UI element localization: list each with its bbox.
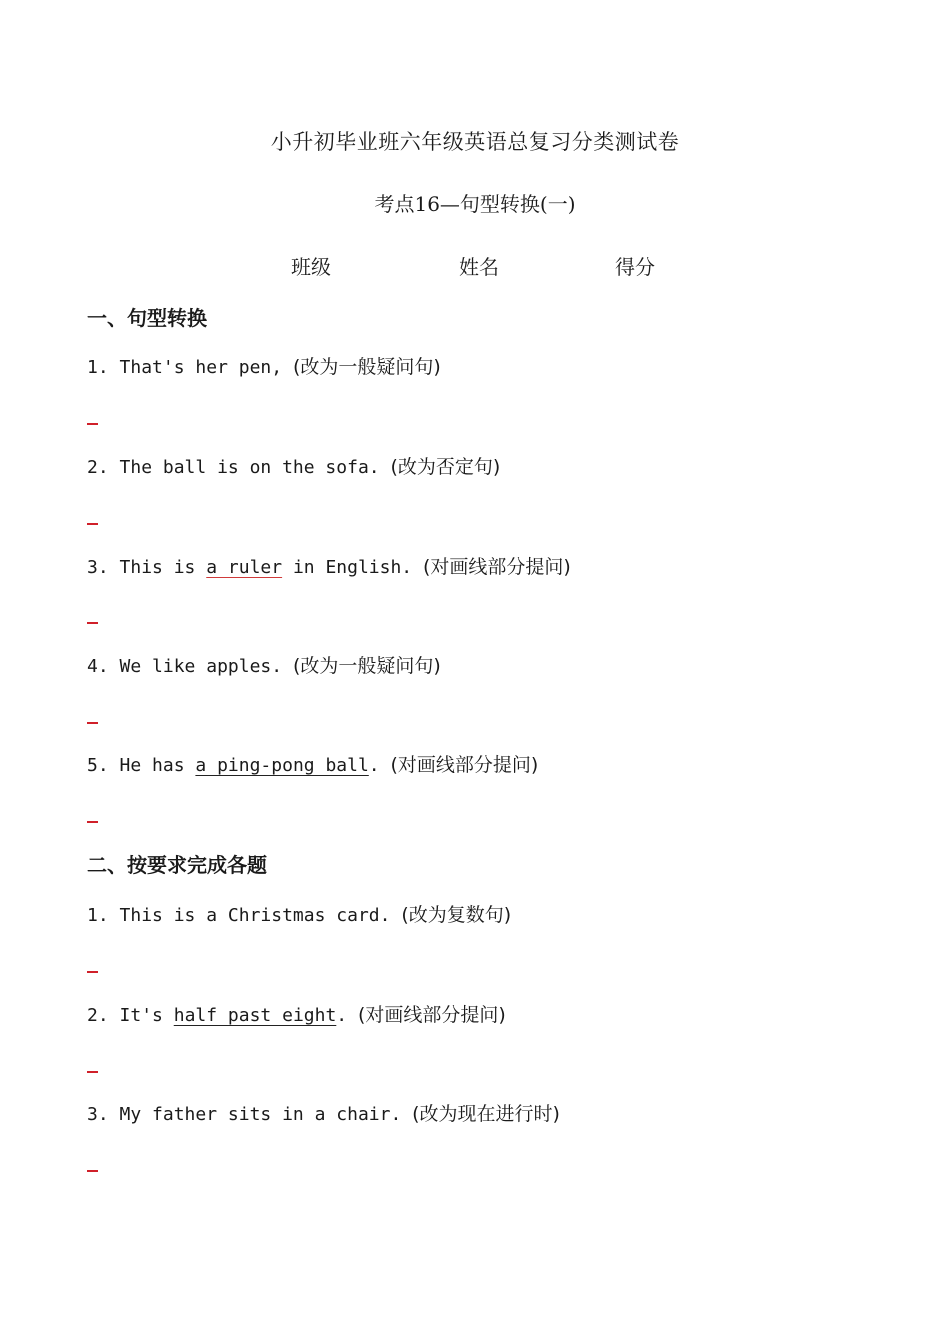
answer-mark — [87, 423, 98, 425]
answer-mark — [87, 1170, 98, 1172]
page-title: 小升初毕业班六年级英语总复习分类测试卷 — [270, 130, 680, 154]
name-field-label: 姓名 — [459, 255, 499, 279]
question — [87, 452, 500, 479]
class-field-label: 班级 — [291, 255, 331, 279]
page-subtitle: 考点16—句型转换(一) — [374, 192, 576, 216]
section-heading: 二、按要求完成各题 — [87, 853, 267, 877]
question-text: My father sits in a chair. — [119, 1104, 402, 1125]
question-instruction: (改为现在进行时) — [412, 1103, 560, 1125]
answer-mark — [87, 971, 98, 973]
underlined-phrase: a ping-pong ball — [195, 755, 369, 776]
question-instruction: (对画线部分提问) — [390, 754, 539, 776]
question-text: This is a Christmas card. — [119, 905, 391, 926]
question — [87, 552, 571, 579]
underlined-phrase: half past eight — [173, 1005, 337, 1026]
question-instruction: (改为一般疑问句) — [292, 356, 441, 378]
answer-mark — [87, 622, 98, 624]
underlined-phrase: a ruler — [206, 557, 283, 578]
question-number: 3. — [87, 1104, 109, 1125]
score-field-label: 得分 — [615, 255, 655, 279]
question-instruction: (对画线部分提问) — [357, 1004, 506, 1026]
question-instruction: (改为一般疑问句) — [292, 655, 441, 677]
question-text: That's her pen, — [119, 357, 283, 378]
question — [87, 352, 441, 379]
question-number: 4. — [87, 656, 109, 677]
question-number: 3. — [87, 557, 109, 578]
answer-mark — [87, 523, 98, 525]
question-number: 5. — [87, 755, 109, 776]
question-text: The ball is on the sofa. — [119, 457, 380, 478]
question-text-tail: in English. — [292, 557, 413, 578]
question-number: 2. — [87, 457, 109, 478]
answer-mark — [87, 1071, 98, 1073]
question-text-tail: . — [368, 755, 380, 776]
question-text: He has — [119, 755, 185, 776]
question — [87, 750, 538, 777]
question — [87, 1099, 560, 1126]
question — [87, 1000, 506, 1027]
question — [87, 651, 441, 678]
question-instruction: (对画线部分提问) — [423, 556, 571, 578]
question-text-tail: . — [336, 1005, 348, 1026]
question-instruction: (改为复数句) — [401, 904, 512, 926]
question-instruction: (改为否定句) — [390, 456, 501, 478]
section-heading: 一、句型转换 — [87, 306, 207, 330]
question-text: We like apples. — [119, 656, 283, 677]
question — [87, 900, 511, 927]
answer-mark — [87, 821, 98, 823]
question-number: 1. — [87, 905, 109, 926]
answer-mark — [87, 722, 98, 724]
question-number: 2. — [87, 1005, 109, 1026]
question-number: 1. — [87, 357, 109, 378]
question-text: It's — [119, 1005, 163, 1026]
question-text: This is — [119, 557, 196, 578]
